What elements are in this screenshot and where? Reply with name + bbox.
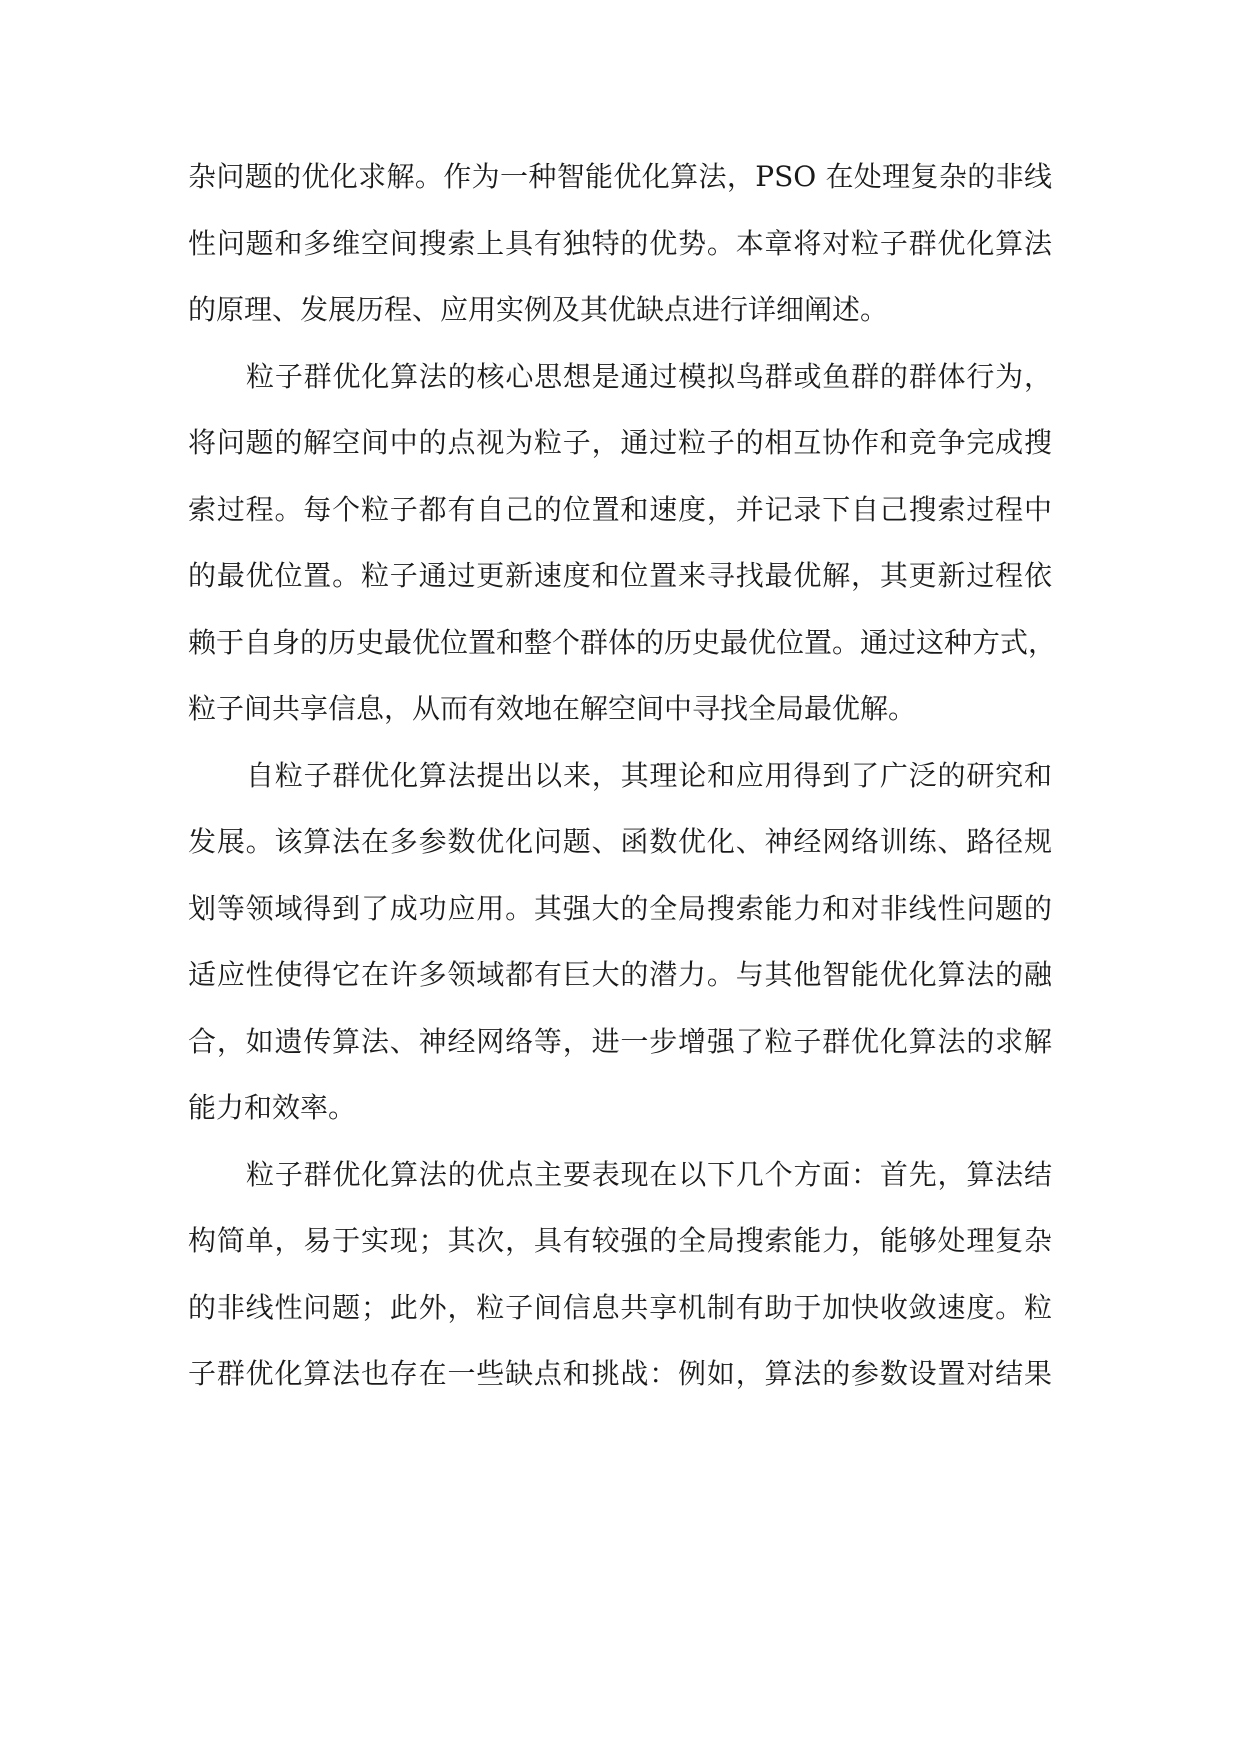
text-line: 构简单，易于实现；其次，具有较强的全局搜索能力，能够处理复杂: [188, 1224, 1052, 1257]
text-line: 适应性使得它在许多领域都有巨大的潜力。与其他智能优化算法的融: [188, 958, 1052, 991]
text-line: 赖于自身的历史最优位置和整个群体的历史最优位置。通过这种方式，: [188, 625, 1057, 659]
text-line: 杂问题的优化求解。作为一种智能优化算法，PSO 在处理复杂的非线: [188, 160, 1052, 193]
text-line: 的非线性问题；此外，粒子间信息共享机制有助于加快收敛速度。粒: [188, 1290, 1052, 1324]
text-line: 粒子间共享信息，从而有效地在解空间中寻找全局最优解。: [188, 692, 917, 725]
paragraph-4: [188, 1142, 1052, 1408]
text-line: 自粒子群优化算法提出以来，其理论和应用得到了广泛的研究和: [246, 758, 1052, 792]
paragraph-2: [188, 344, 1057, 743]
text-line: 划等领域得到了成功应用。其强大的全局搜索能力和对非线性问题的: [188, 891, 1052, 925]
paragraph-1: [188, 144, 1052, 344]
text-line: 粒子群优化算法的优点主要表现在以下几个方面：首先，算法结: [246, 1157, 1052, 1191]
text-line: 粒子群优化算法的核心思想是通过模拟鸟群或鱼群的群体行为，: [246, 359, 1052, 393]
text-line: 的最优位置。粒子通过更新速度和位置来寻找最优解，其更新过程依: [188, 559, 1052, 592]
body-text: [188, 144, 1057, 1408]
text-line: 索过程。每个粒子都有自己的位置和速度，并记录下自己搜索过程中: [188, 492, 1052, 526]
text-line: 的原理、发展历程、应用实例及其优缺点进行详细阐述。: [188, 293, 889, 326]
text-line: 性问题和多维空间搜索上具有独特的优势。本章将对粒子群优化算法: [188, 226, 1052, 260]
text-line: 子群优化算法也存在一些缺点和挑战：例如，算法的参数设置对结果: [188, 1357, 1052, 1390]
paragraph-3: [188, 743, 1052, 1142]
text-line: 能力和效率。: [188, 1091, 357, 1124]
text-line: 合，如遗传算法、神经网络等，进一步增强了粒子群优化算法的求解: [188, 1024, 1052, 1058]
text-line: 发展。该算法在多参数优化问题、函数优化、神经网络训练、路径规: [188, 825, 1052, 858]
text-line: 将问题的解空间中的点视为粒子，通过粒子的相互协作和竞争完成搜: [188, 426, 1052, 459]
